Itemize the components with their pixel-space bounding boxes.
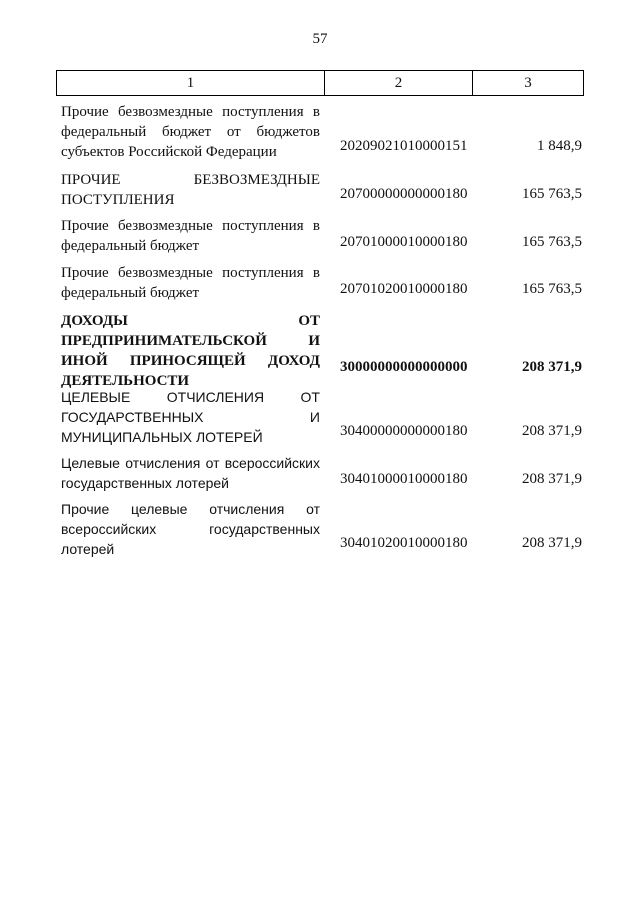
row-name: ПРОЧИЕ БЕЗВОЗМЕЗДНЫЕ ПОСТУПЛЕНИЯ bbox=[61, 172, 320, 208]
row-value: 208 371,9 bbox=[522, 359, 582, 375]
row-name: ЦЕЛЕВЫЕ ОТЧИСЛЕНИЯ ОТ ГОСУДАРСТВЕННЫХ И МУНИЦИПАЛЬНЫХ ЛОТЕРЕЙ bbox=[61, 389, 320, 445]
column-header-1: 1 bbox=[57, 71, 325, 95]
row-value: 165 763,5 bbox=[522, 186, 582, 202]
row-value: 208 371,9 bbox=[522, 471, 582, 487]
row-name: Целевые отчисления от всероссийских государственных лотерей bbox=[61, 455, 320, 491]
row-value: 165 763,5 bbox=[522, 234, 582, 250]
row-name: Прочие безвозмездные поступления в федеральный бюджет bbox=[61, 265, 320, 301]
row-code: 30401020010000180 bbox=[340, 535, 468, 551]
row-value: 208 371,9 bbox=[522, 423, 582, 439]
row-code: 30000000000000000 bbox=[340, 359, 468, 375]
row-code: 30401000010000180 bbox=[340, 471, 468, 487]
row-value: 208 371,9 bbox=[522, 535, 582, 551]
row-name: Прочие безвозмездные поступления в федеральный бюджет bbox=[61, 218, 320, 254]
row-value: 165 763,5 bbox=[522, 281, 582, 297]
table-header bbox=[56, 70, 584, 96]
row-code: 20701020010000180 bbox=[340, 281, 468, 297]
row-code: 20701000010000180 bbox=[340, 234, 468, 250]
page-number: 57 bbox=[312, 31, 328, 47]
row-code: 30400000000000180 bbox=[340, 423, 468, 439]
column-header-2: 2 bbox=[325, 71, 473, 95]
row-value: 1 848,9 bbox=[537, 138, 582, 154]
column-header-3: 3 bbox=[524, 74, 532, 91]
row-code: 20700000000000180 bbox=[340, 186, 468, 202]
row-name: Прочие целевые отчисления от всероссийских государственных лотерей bbox=[61, 501, 320, 557]
row-name: Прочие безвозмездные поступления в федеральный бюджет от бюджетов субъектов Российской Федерации bbox=[61, 104, 320, 160]
row-code: 20209021010000151 bbox=[340, 138, 468, 154]
row-name: ДОХОДЫ ОТ ПРЕДПРИНИМАТЕЛЬСКОЙ И ИНОЙ ПРИНОСЯЩЕЙ ДОХОД ДЕЯТЕЛЬНОСТИ bbox=[61, 313, 320, 389]
